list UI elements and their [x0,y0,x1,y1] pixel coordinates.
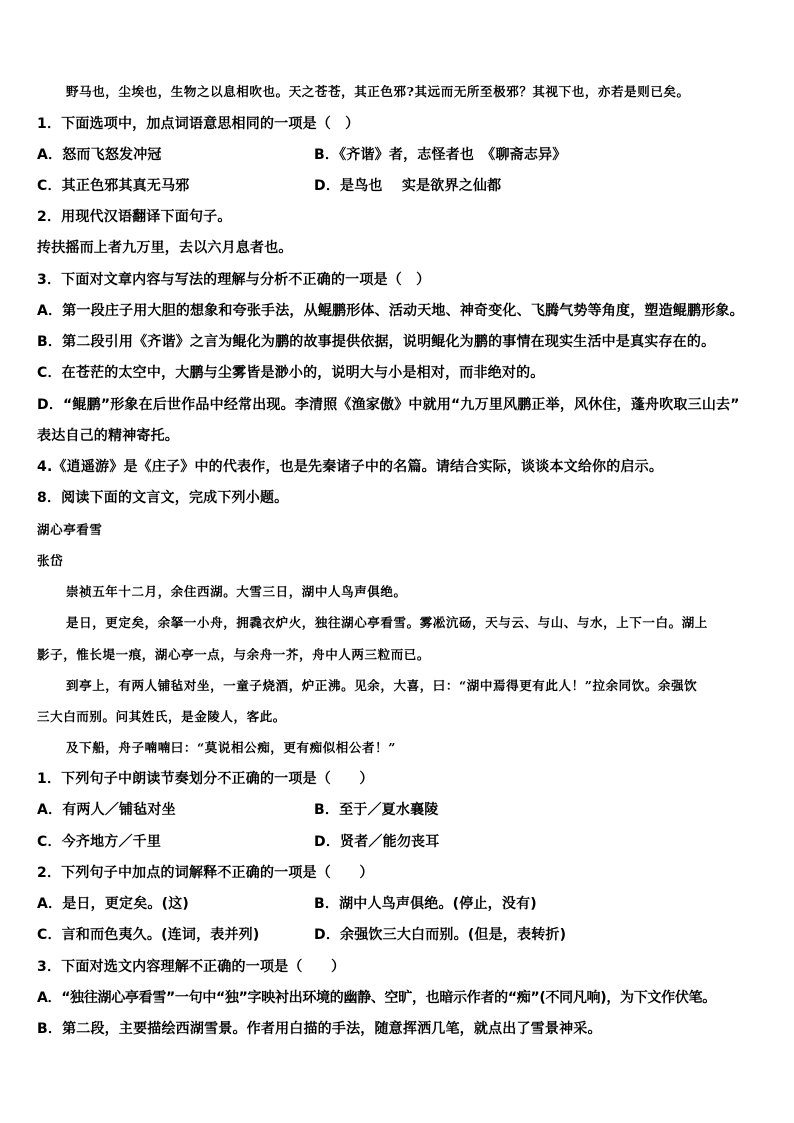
q1-stem: 1．下面选项中，加点词语意思相同的一项是（ ） [37,116,360,132]
r2-stem: 2．下列句子中加点的词解释不正确的一项是（ ） [37,865,374,881]
r3-option-a: A．“独往湖心亭看雪”一句中“独”字映衬出环境的幽静、空旷，也暗示作者的“痴”(不同凡响)，为下文作伏笔。 [37,990,716,1006]
essay-paragraph-3-line1: 到亭上，有两人铺毡对坐，一童子烧酒，炉正沸。见余，大喜，曰：“湖中焉得更有此人！”拉余同饮。余强饮 [66,678,698,693]
r1-option-b: B．至于／夏水襄陵 [314,802,439,818]
essay-author: 张岱 [37,553,64,568]
q3-option-b: B．第二段引用《齐谐》之言为鲲化为鹏的故事提供依据，说明鲲化为鹏的事情在现实生活中是真实存在的。 [37,334,716,350]
q3-option-d-line1: D．“鲲鹏”形象在后世作品中经常出现。李清照《渔家傲》中就用“九万里风鹏正举，风休住，蓬舟吹取三山去” [37,397,740,413]
section-8-heading: 8．阅读下面的文言文，完成下列小题。 [37,490,289,506]
q2-sentence: 抟扶摇而上者九万里，去以六月息者也。 [37,240,293,256]
passage-tail: 野马也，尘埃也，生物之以息相吹也。天之苍苍，其正色邪?其远而无所至极邪？其视下也，亦若是则已矣。 [66,84,690,99]
r1-stem: 1．下列句子中朗读节奏划分不正确的一项是（ ） [37,771,374,787]
q1-option-c: C．其正色邪其真无马邪 [37,178,190,194]
q3-option-c: C．在苍茫的太空中，大鹏与尘雾皆是渺小的，说明大与小是相对，而非绝对的。 [37,365,545,381]
q1-option-b: B．《齐谐》者，志怪者也 《聊斋志异》 [314,147,567,163]
q4-stem: 4.《逍遥游》是《庄子》中的代表作，也是先秦诸子中的名篇。请结合实际，谈谈本文给你的启示。 [37,459,664,475]
q2-stem: 2．用现代汉语翻译下面句子。 [37,209,232,225]
r1-option-c: C．今齐地方／千里 [37,834,162,850]
r1-option-a: A．有两人／铺毡对坐 [37,802,176,818]
q1-option-d: D．是鸟也 实是欲界之仙都 [314,178,502,194]
essay-paragraph-1: 崇祯五年十二月，余住西湖。大雪三日，湖中人鸟声俱绝。 [66,584,407,599]
q3-stem: 3．下面对文章内容与写法的理解与分析不正确的一项是（ ） [37,272,431,288]
r2-option-c: C．言和而色夷久。(连词，表并列) [37,927,260,943]
essay-paragraph-4: 及下船，舟子喃喃曰：“莫说相公痴，更有痴似相公者！” [66,740,396,755]
essay-title: 湖心亭看雪 [37,522,103,537]
r1-option-d: D．贤者／能勿丧耳 [314,834,440,850]
essay-paragraph-2-line1: 是日，更定矣，余拏一小舟，拥毳衣炉火，独往湖心亭看雪。雾凇沆砀，天与云、与山、与水，上下一白。湖上 [66,615,708,630]
r3-stem: 3．下面对选文内容理解不正确的一项是（ ） [37,959,346,975]
q3-option-d-line2: 表达自己的精神寄托。 [37,428,179,444]
r2-option-d: D．余强饮三大白而别。(但是，表转折) [314,927,567,943]
q3-option-a: A．第一段庄子用大胆的想象和夸张手法，从鲲鹏形体、活动天地、神奇变化、飞腾气势等角度，塑造鲲鹏形象。 [37,303,744,319]
r3-option-b: B．第二段，主要描绘西湖雪景。作者用白描的手法，随意挥洒几笔，就点出了雪景神采。 [37,1021,602,1037]
q1-option-a: A．怒而飞怒发冲冠 [37,147,162,163]
r2-option-b: B．湖中人鸟声俱绝。(停止，没有) [314,896,537,912]
essay-paragraph-2-line2: 影子，惟长堤一痕，湖心亭一点，与余舟一芥，舟中人两三粒而已。 [37,647,431,662]
r2-option-a: A．是日，更定矣。(这) [37,896,190,912]
essay-paragraph-3-line2: 三大白而别。问其姓氏，是金陵人，客此。 [37,709,286,724]
